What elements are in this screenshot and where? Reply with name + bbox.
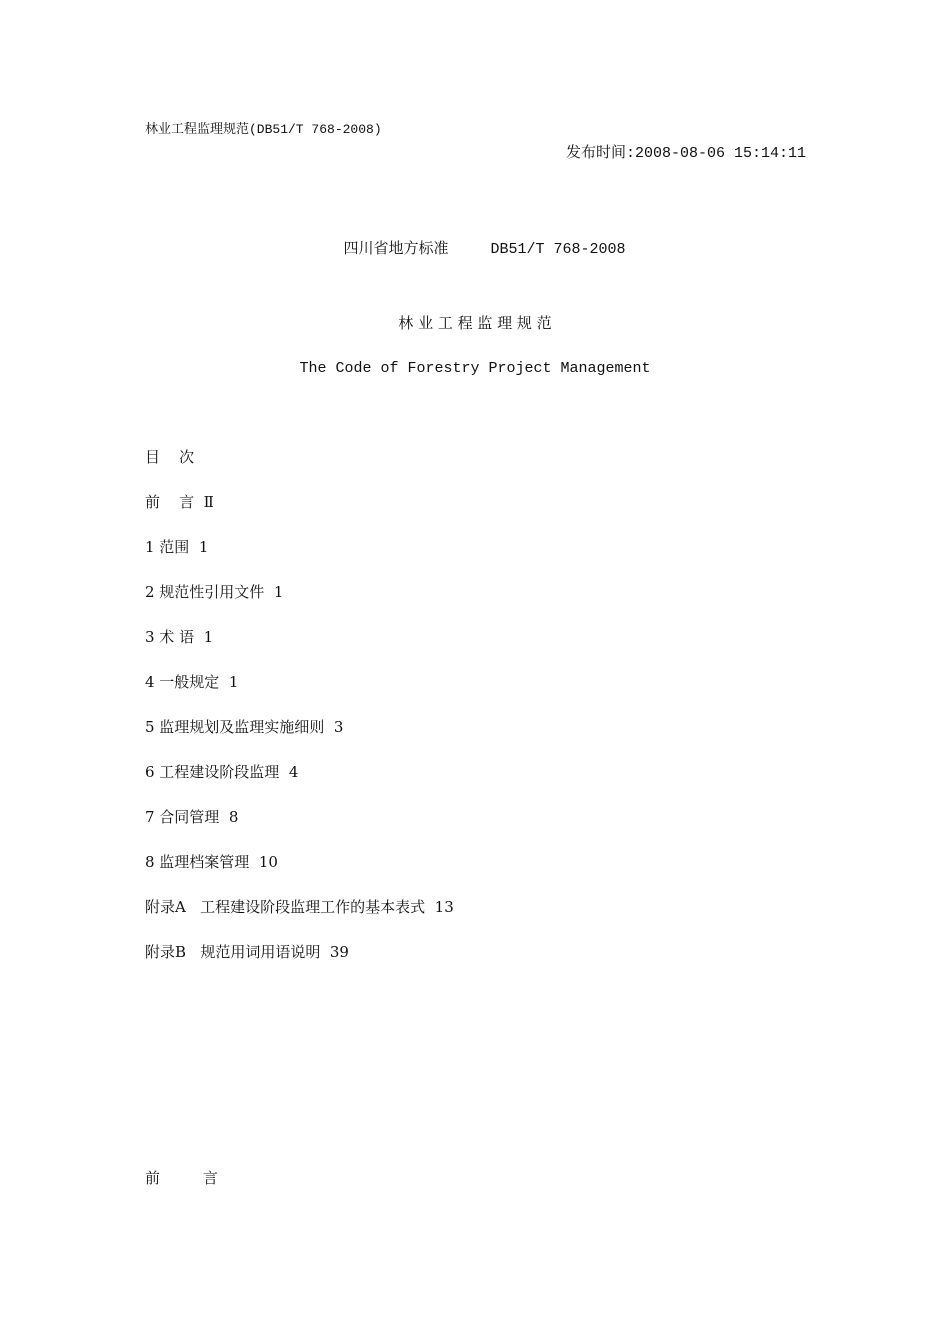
standard-line (0, 226, 950, 272)
toc-item[interactable]: 前 言 Ⅱ (145, 493, 214, 511)
toc-item[interactable]: 8 监理档案管理 10 (145, 853, 278, 871)
toc-heading: 目 次 (145, 448, 195, 466)
toc-item[interactable]: 附录B 规范用词用语说明 39 (145, 943, 349, 961)
toc-item[interactable]: 4 一般规定 1 (145, 673, 239, 691)
toc-item[interactable]: 7 合同管理 8 (145, 808, 239, 826)
toc-item[interactable]: 6 工程建设阶段监理 4 (145, 763, 299, 781)
toc-item[interactable]: 3 术 语 1 (145, 628, 214, 646)
document-title-en: The Code of Forestry Project Management (299, 360, 651, 377)
publish-time: 发布时间:2008-08-06 15:14:11 (565, 145, 806, 162)
toc-item[interactable]: 1 范围 1 (145, 538, 209, 556)
toc-item[interactable]: 5 监理规划及监理实施细则 3 (145, 718, 344, 736)
document-title-cn: 林 业 工 程 监 理 规 范 (398, 314, 552, 332)
standard-province: 四川省地方标准 (343, 239, 449, 257)
toc-item[interactable]: 2 规范性引用文件 1 (145, 583, 284, 601)
standard-code: DB51/T 768-2008 (490, 241, 626, 258)
foreword-heading: 前 言 (145, 1169, 218, 1187)
toc-item[interactable]: 附录A 工程建设阶段监理工作的基本表式 13 (145, 898, 454, 916)
document-source-title: 林业工程监理规范(DB51/T 768-2008) (145, 122, 382, 137)
